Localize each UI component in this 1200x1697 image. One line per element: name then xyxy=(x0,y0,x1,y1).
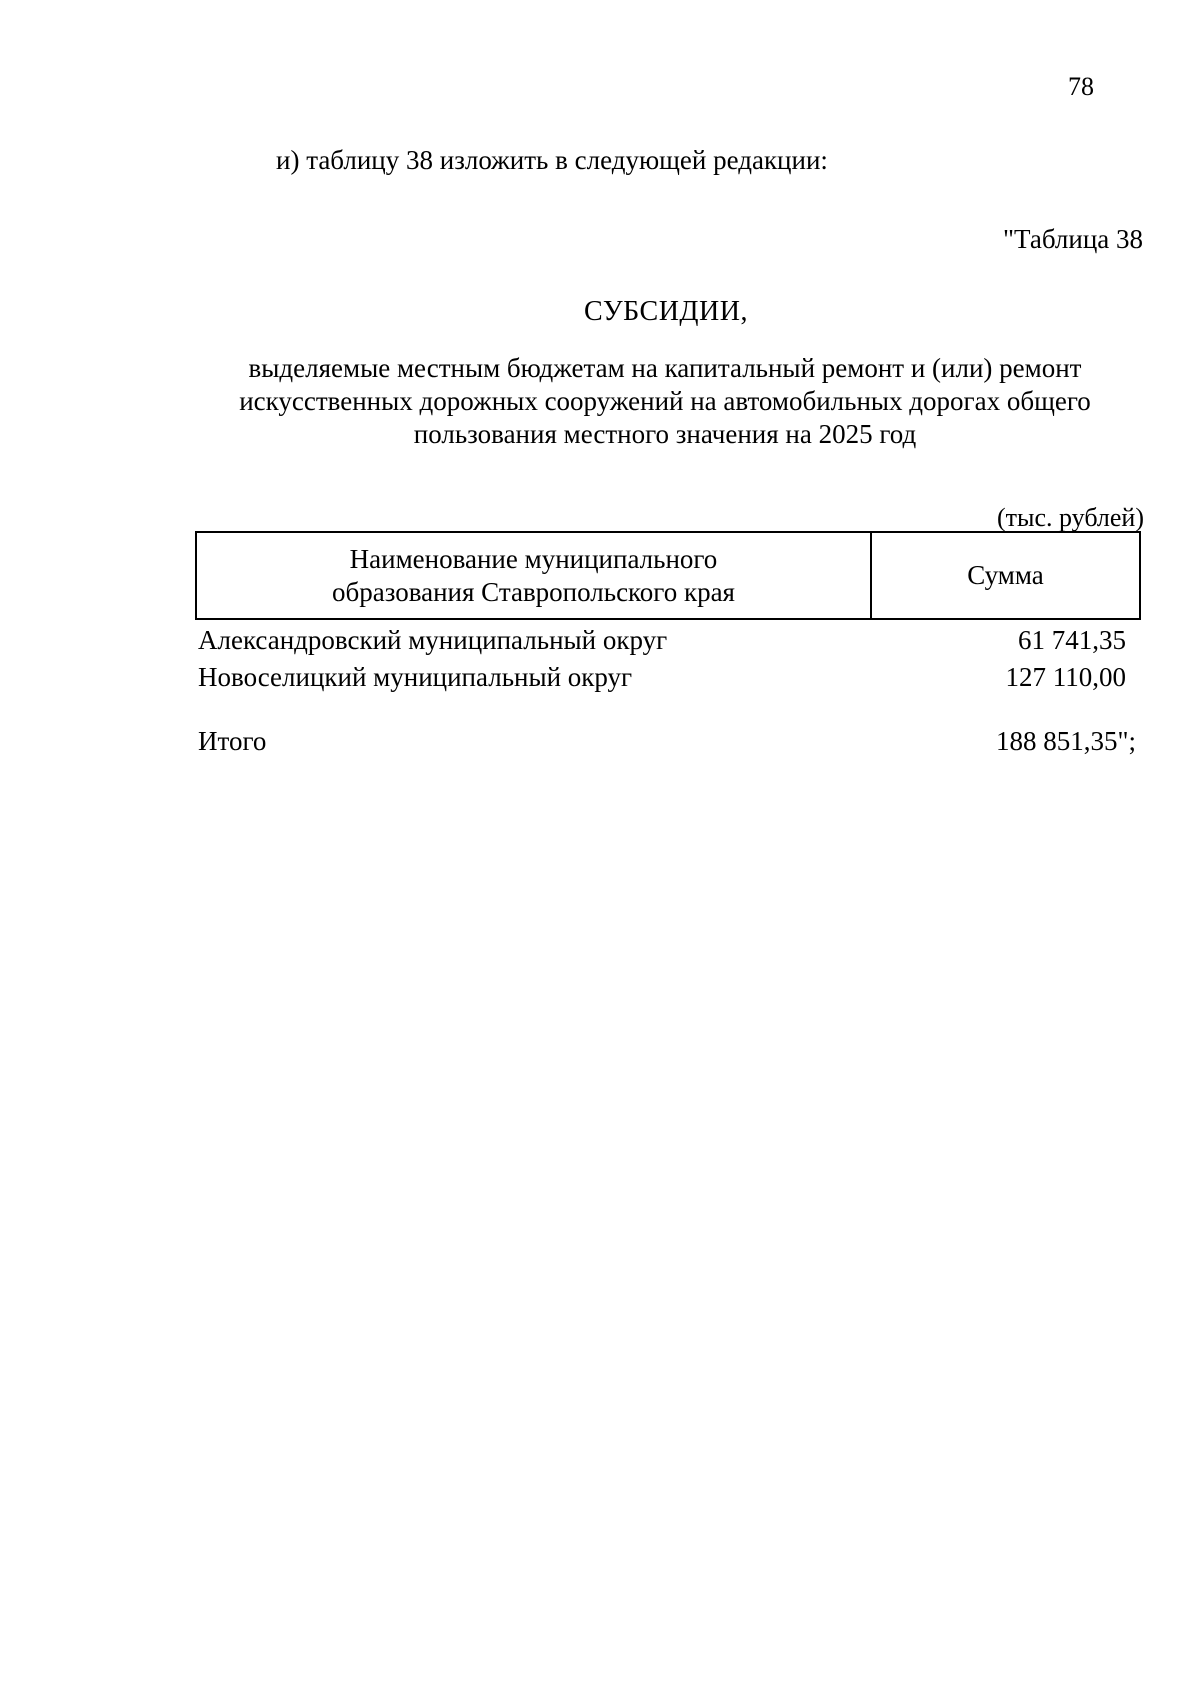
intro-text: и) таблицу 38 изложить в следующей редакции: xyxy=(276,145,828,175)
table-row xyxy=(198,622,1126,659)
table-header xyxy=(195,531,1141,620)
page-number: 78 xyxy=(1068,72,1094,101)
table-row xyxy=(198,659,1126,696)
row-amount: 127 110,00 xyxy=(1005,662,1126,692)
document-title: СУБСИДИИ, xyxy=(584,296,748,327)
total-label: Итого xyxy=(198,726,267,756)
total-row xyxy=(198,726,1136,757)
row-name: Новоселицкий муниципальный округ xyxy=(198,662,633,692)
row-amount: 61 741,35 xyxy=(1018,625,1126,655)
row-name: Александровский муниципальный округ xyxy=(198,625,668,655)
subtitle-line: искусственных дорожных сооружений на автомобильных дорогах общего xyxy=(239,386,1091,416)
subtitle-line: пользования местного значения на 2025 год xyxy=(413,419,917,449)
header-name-line: Наименование муниципального xyxy=(349,543,718,574)
units-label: (тыс. рублей) xyxy=(996,503,1144,532)
table-reference: "Таблица 38 xyxy=(1003,224,1143,254)
header-sum-cell: Сумма xyxy=(967,560,1044,590)
subtitle-line: выделяемые местным бюджетам на капитальный ремонт и (или) ремонт xyxy=(248,353,1082,383)
header-name-cell xyxy=(197,533,872,618)
total-amount: 188 851,35"; xyxy=(995,726,1136,756)
table-body xyxy=(198,622,1126,696)
header-name-line: образования Ставропольского края xyxy=(332,576,735,607)
document-subtitle xyxy=(200,352,1130,451)
